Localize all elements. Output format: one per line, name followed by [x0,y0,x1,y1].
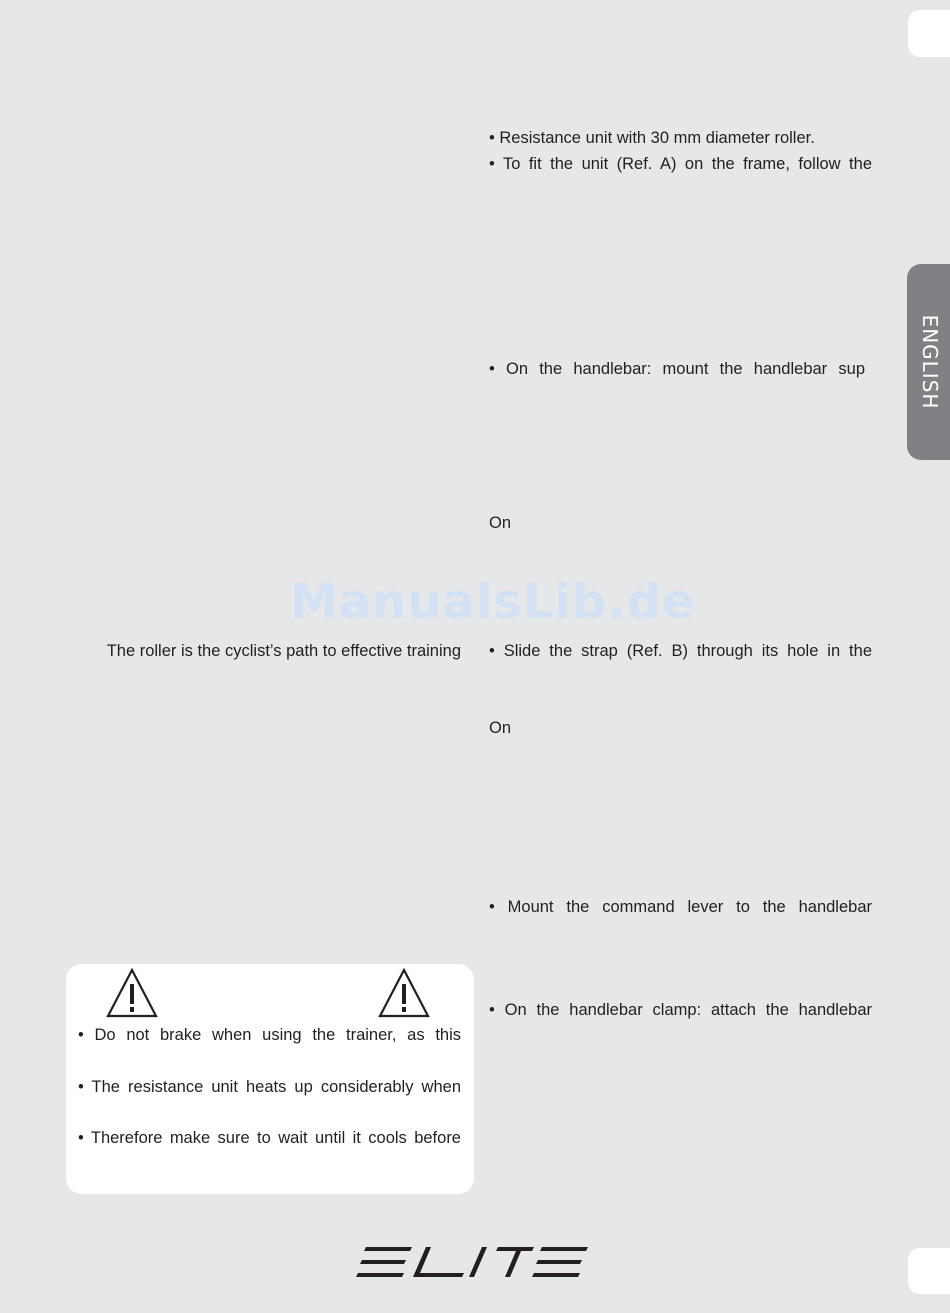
warning-item-brake: • Do not brake when using the trainer, as this [78,1026,461,1044]
handlebar-clamp-bullet: • On the handlebar clamp: attach the handlebar [489,1001,872,1019]
intro-text: The roller is the cyclist’s path to effective training [106,642,461,660]
command-lever-bullet: • Mount the command lever to the handlebar [489,898,872,916]
elite-logo [356,1245,588,1279]
spec-bullet-roller: • Resistance unit with 30 mm diameter roller. [489,129,815,147]
warning-triangle-icon [106,968,158,1018]
language-tab-label: ENGLISH [918,314,942,410]
strap-bullet: • Slide the strap (Ref. B) through its hole in the [489,642,872,660]
warning-box [66,964,474,1194]
warning-item-heat: • The resistance unit heats up considerably when [78,1078,461,1096]
on-label-2: On [489,719,512,737]
warning-triangle-icon [378,968,430,1018]
on-label-1: On [489,514,512,532]
spec-bullet-fit-unit: • To fit the unit (Ref. A) on the frame, follow the [489,155,872,173]
warning-item-cool: • Therefore make sure to wait until it cools before [78,1129,461,1147]
page-edge-tab-top [908,10,950,57]
watermark: ManualsLib.de [290,574,696,630]
handlebar-bullet: • On the handlebar: mount the handlebar sup [489,360,865,378]
page-edge-tab-bottom [908,1248,950,1294]
